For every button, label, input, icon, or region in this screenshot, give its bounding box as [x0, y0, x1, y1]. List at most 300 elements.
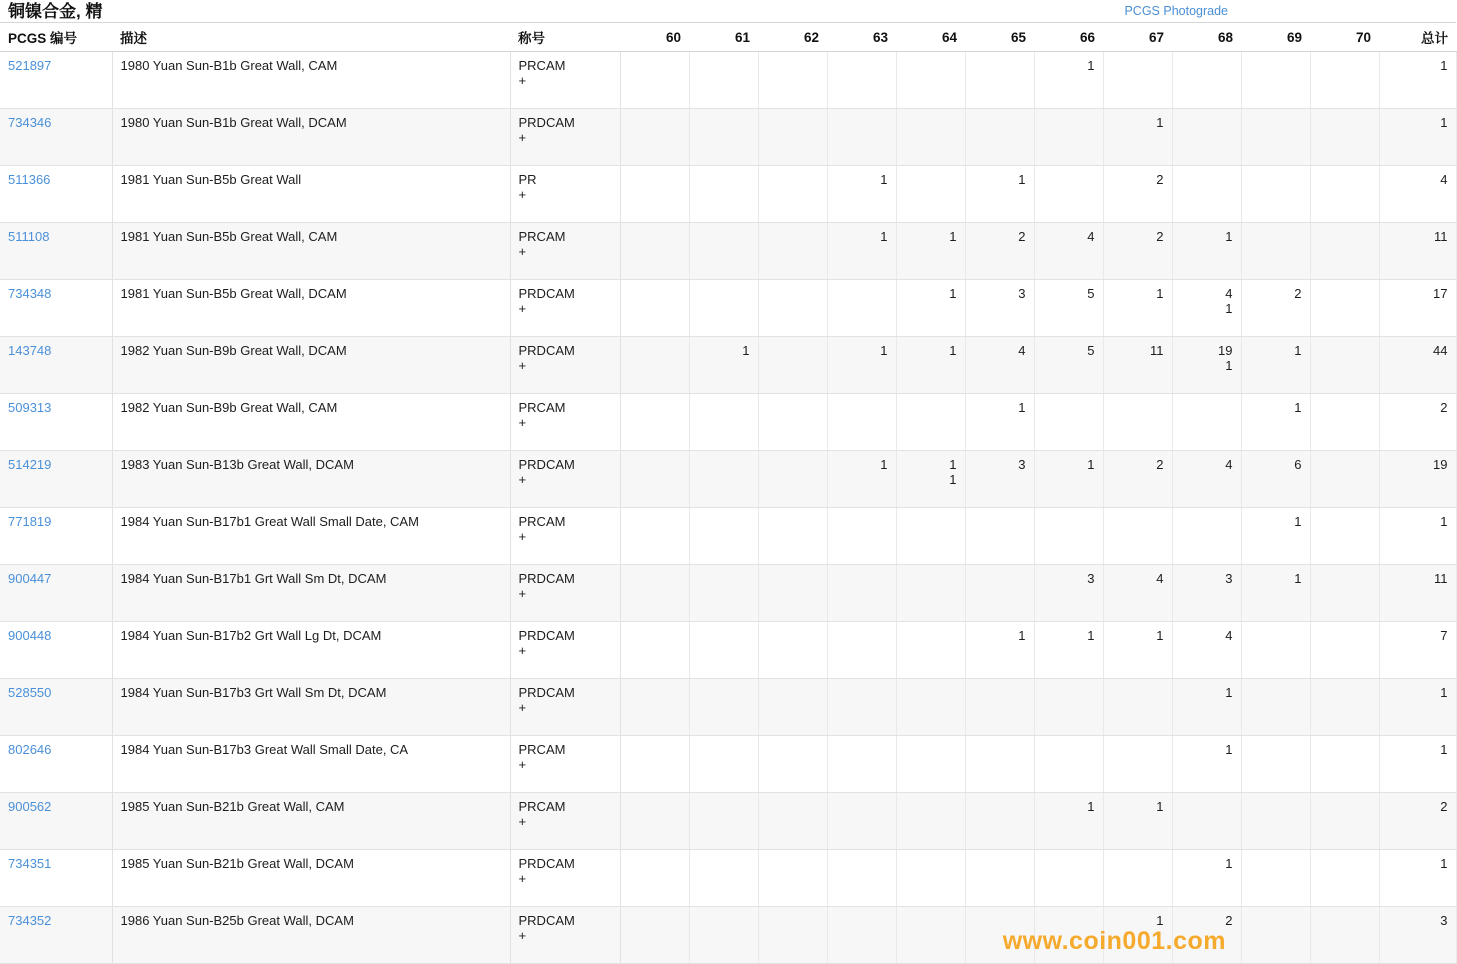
cell-grade-count	[1172, 223, 1241, 280]
cell-grade-count	[1310, 679, 1379, 736]
cell-grade-count	[758, 109, 827, 166]
cell-grade-count	[758, 394, 827, 451]
cell-cert-number	[0, 679, 112, 736]
cell-grade-count	[1241, 451, 1310, 508]
cell-grade-count	[1103, 394, 1172, 451]
cell-cert-number	[0, 736, 112, 793]
cell-cert-number	[0, 109, 112, 166]
cell-grade-count	[1034, 793, 1103, 850]
cell-description: 1980 Yuan Sun-B1b Great Wall, CAM	[112, 52, 510, 109]
cell-grade-count	[1172, 907, 1241, 964]
table-row	[0, 736, 1456, 793]
column-header-grade-64[interactable]: 64	[896, 23, 965, 52]
grade-count-value: 4	[1156, 571, 1164, 586]
cell-grade-count	[620, 166, 689, 223]
cell-grade-count	[965, 451, 1034, 508]
cell-grade-count	[1310, 109, 1379, 166]
cell-grade-count	[620, 52, 689, 109]
cell-grade-count	[689, 223, 758, 280]
grade-count-value: 1	[1294, 514, 1302, 529]
grade-count-value: 19	[1218, 343, 1233, 358]
cell-grade-count	[1310, 52, 1379, 109]
cell-designation	[510, 850, 620, 907]
cell-grade-count	[1172, 679, 1241, 736]
grade-count-value: 1	[1156, 286, 1164, 301]
grade-count-value: 3	[1087, 571, 1095, 586]
cert-number-link[interactable]: 509313	[8, 400, 52, 415]
cell-grade-count	[896, 337, 965, 394]
column-header-cert[interactable]: PCGS 编号	[0, 23, 112, 52]
table-row	[0, 793, 1456, 850]
cell-description: 1982 Yuan Sun-B9b Great Wall, CAM	[112, 394, 510, 451]
cell-grade-count	[1103, 622, 1172, 679]
designation-label: PR	[518, 172, 537, 187]
grade-count-value: 2	[1156, 172, 1164, 187]
grade-count-value: 2	[1294, 286, 1302, 301]
cell-description: 1980 Yuan Sun-B1b Great Wall, DCAM	[112, 109, 510, 166]
column-header-grade-62[interactable]: 62	[758, 23, 827, 52]
cell-grade-count	[896, 223, 965, 280]
table-row	[0, 109, 1456, 166]
cell-designation	[510, 52, 620, 109]
designation-plus-label: +	[518, 814, 527, 829]
cell-grade-count	[758, 622, 827, 679]
cell-grade-count	[620, 736, 689, 793]
cell-grade-count	[689, 736, 758, 793]
cell-grade-count	[620, 793, 689, 850]
cell-grade-count	[896, 394, 965, 451]
cell-grade-count	[896, 565, 965, 622]
designation-plus-label: +	[518, 871, 527, 886]
cert-number-link[interactable]: 511366	[8, 172, 51, 187]
cell-total: 2	[1379, 394, 1456, 451]
column-header-description[interactable]: 描述	[112, 23, 510, 52]
grade-count-value: 2	[1156, 229, 1164, 244]
cell-grade-count	[1310, 508, 1379, 565]
cell-grade-count	[1172, 280, 1241, 337]
table-row	[0, 337, 1456, 394]
cell-grade-count	[896, 166, 965, 223]
grade-plus-count-value: 1	[1225, 358, 1233, 373]
grade-count-value: 1	[1294, 571, 1302, 586]
cell-grade-count	[827, 736, 896, 793]
designation-label: PRDCAM	[518, 457, 575, 472]
designation-plus-label: +	[518, 301, 527, 316]
designation-label: PRCAM	[518, 514, 566, 529]
grade-count-value: 1	[949, 457, 957, 472]
grade-count-value: 5	[1087, 286, 1095, 301]
cell-designation	[510, 394, 620, 451]
grade-count-value: 1	[742, 343, 750, 358]
cell-grade-count	[896, 622, 965, 679]
cell-grade-count	[827, 679, 896, 736]
table-row	[0, 166, 1456, 223]
cell-designation	[510, 736, 620, 793]
cell-grade-count	[827, 907, 896, 964]
cell-grade-count	[1103, 337, 1172, 394]
table-row	[0, 451, 1456, 508]
designation-label: PRDCAM	[518, 856, 575, 871]
cell-total: 11	[1379, 223, 1456, 280]
cell-grade-count	[1241, 52, 1310, 109]
cell-grade-count	[1103, 850, 1172, 907]
column-header-total[interactable]: 总计	[1379, 23, 1456, 52]
cell-grade-count	[896, 736, 965, 793]
cell-grade-count	[1241, 850, 1310, 907]
table-row	[0, 679, 1456, 736]
cell-grade-count	[1241, 565, 1310, 622]
cell-grade-count	[827, 622, 896, 679]
table-body	[0, 52, 1456, 964]
cell-grade-count	[1103, 508, 1172, 565]
cell-cert-number	[0, 223, 112, 280]
cell-cert-number	[0, 52, 112, 109]
grade-count-value: 1	[1018, 172, 1026, 187]
column-header-grade-60[interactable]: 60	[620, 23, 689, 52]
cell-grade-count	[827, 337, 896, 394]
cell-grade-count	[1310, 736, 1379, 793]
pcgs-photograde-link[interactable]: PCGS Photograde	[1124, 4, 1228, 18]
cell-cert-number	[0, 166, 112, 223]
cell-grade-count	[1241, 223, 1310, 280]
designation-plus-label: +	[518, 358, 527, 373]
cell-grade-count	[1172, 736, 1241, 793]
table-row	[0, 223, 1456, 280]
designation-label: PRCAM	[518, 229, 566, 244]
cert-number-link[interactable]: 514219	[8, 457, 52, 472]
cell-grade-count	[1241, 280, 1310, 337]
cell-total: 1	[1379, 109, 1456, 166]
cert-number-link[interactable]: 734351	[8, 856, 52, 871]
cell-grade-count	[758, 907, 827, 964]
cell-grade-count	[1241, 793, 1310, 850]
grade-count-value: 5	[1087, 343, 1095, 358]
page-title: 铜镍合金, 精	[8, 2, 103, 21]
cell-grade-count	[758, 565, 827, 622]
cell-grade-count	[1310, 451, 1379, 508]
cell-grade-count	[620, 337, 689, 394]
cell-grade-count	[827, 793, 896, 850]
cell-grade-count	[1034, 565, 1103, 622]
grade-count-value: 1	[1087, 457, 1095, 472]
cell-grade-count	[827, 451, 896, 508]
cell-grade-count	[1310, 565, 1379, 622]
cell-grade-count	[1034, 52, 1103, 109]
cell-grade-count	[620, 907, 689, 964]
cell-grade-count	[827, 394, 896, 451]
cell-description: 1984 Yuan Sun-B17b1 Great Wall Small Date, CAM	[112, 508, 510, 565]
cell-grade-count	[758, 166, 827, 223]
cell-grade-count	[1103, 166, 1172, 223]
designation-label: PRDCAM	[518, 115, 575, 130]
designation-plus-label: +	[518, 928, 527, 943]
cell-grade-count	[689, 622, 758, 679]
cell-grade-count	[965, 109, 1034, 166]
grade-count-value: 4	[1018, 343, 1026, 358]
cell-description: 1984 Yuan Sun-B17b1 Grt Wall Sm Dt, DCAM	[112, 565, 510, 622]
cell-grade-count	[1034, 736, 1103, 793]
cell-designation	[510, 337, 620, 394]
grade-count-value: 4	[1225, 286, 1233, 301]
table-header-row	[0, 23, 1456, 52]
cell-grade-count	[965, 52, 1034, 109]
cell-grade-count	[1241, 907, 1310, 964]
column-header-grade-69[interactable]: 69	[1241, 23, 1310, 52]
column-header-grade-66[interactable]: 66	[1034, 23, 1103, 52]
grade-count-value: 4	[1225, 628, 1233, 643]
cell-grade-count	[896, 907, 965, 964]
cell-description: 1982 Yuan Sun-B9b Great Wall, DCAM	[112, 337, 510, 394]
cell-grade-count	[1172, 52, 1241, 109]
cell-total: 17	[1379, 280, 1456, 337]
cell-grade-count	[689, 793, 758, 850]
cell-designation	[510, 109, 620, 166]
cell-description: 1986 Yuan Sun-B25b Great Wall, DCAM	[112, 907, 510, 964]
cert-number-link[interactable]: 802646	[8, 742, 52, 757]
designation-label: PRCAM	[518, 58, 566, 73]
grade-count-value: 1	[1225, 685, 1233, 700]
cell-grade-count	[620, 565, 689, 622]
designation-plus-label: +	[518, 643, 527, 658]
cell-description: 1985 Yuan Sun-B21b Great Wall, CAM	[112, 793, 510, 850]
table-row	[0, 850, 1456, 907]
designation-plus-label: +	[518, 586, 527, 601]
cell-grade-count	[1310, 907, 1379, 964]
grade-count-value: 1	[1225, 229, 1233, 244]
cell-grade-count	[1310, 337, 1379, 394]
column-header-designation[interactable]: 称号	[510, 23, 620, 52]
cert-number-link[interactable]: 528550	[8, 685, 52, 700]
grade-count-value: 4	[1087, 229, 1095, 244]
grade-plus-count-value: 1	[1225, 301, 1233, 316]
cell-designation	[510, 793, 620, 850]
cell-grade-count	[1103, 679, 1172, 736]
column-header-grade-68[interactable]: 68	[1172, 23, 1241, 52]
table-row	[0, 622, 1456, 679]
cell-grade-count	[758, 793, 827, 850]
cell-grade-count	[896, 451, 965, 508]
cell-grade-count	[965, 565, 1034, 622]
cert-number-link[interactable]: 900447	[8, 571, 52, 586]
designation-label: PRCAM	[518, 799, 566, 814]
cell-grade-count	[965, 736, 1034, 793]
grade-count-value: 1	[1087, 628, 1095, 643]
cell-grade-count	[1172, 109, 1241, 166]
cell-grade-count	[827, 109, 896, 166]
designation-label: PRCAM	[518, 742, 566, 757]
designation-label: PRCAM	[518, 400, 566, 415]
cell-total: 1	[1379, 736, 1456, 793]
cell-grade-count	[1172, 166, 1241, 223]
cell-grade-count	[827, 565, 896, 622]
cert-number-link[interactable]: 734348	[8, 286, 52, 301]
cell-description: 1981 Yuan Sun-B5b Great Wall	[112, 166, 510, 223]
cell-grade-count	[1034, 508, 1103, 565]
cell-cert-number	[0, 565, 112, 622]
cell-grade-count	[1103, 280, 1172, 337]
cert-number-link[interactable]: 900562	[8, 799, 52, 814]
cell-grade-count	[1034, 109, 1103, 166]
cell-grade-count	[1310, 793, 1379, 850]
grade-count-value: 1	[880, 229, 888, 244]
grade-count-value: 1	[949, 343, 957, 358]
cell-designation	[510, 451, 620, 508]
grade-count-value: 1	[1087, 58, 1095, 73]
cell-grade-count	[1034, 451, 1103, 508]
cell-grade-count	[1103, 109, 1172, 166]
designation-plus-label: +	[518, 700, 527, 715]
grade-count-value: 3	[1225, 571, 1233, 586]
cell-grade-count	[758, 736, 827, 793]
table-row	[0, 52, 1456, 109]
cell-cert-number	[0, 907, 112, 964]
cert-number-link[interactable]: 900448	[8, 628, 52, 643]
designation-plus-label: +	[518, 529, 527, 544]
grade-count-value: 2	[1225, 913, 1233, 928]
grade-count-value: 1	[949, 286, 957, 301]
cell-grade-count	[689, 166, 758, 223]
cell-grade-count	[1172, 337, 1241, 394]
cell-grade-count	[965, 793, 1034, 850]
cell-grade-count	[1103, 52, 1172, 109]
cell-grade-count	[1310, 850, 1379, 907]
cert-number-link[interactable]: 143748	[8, 343, 52, 358]
grade-count-value: 1	[880, 172, 888, 187]
cell-grade-count	[758, 508, 827, 565]
cell-grade-count	[965, 850, 1034, 907]
grade-count-value: 1	[880, 457, 888, 472]
grade-count-value: 1	[1087, 799, 1095, 814]
cell-description: 1981 Yuan Sun-B5b Great Wall, CAM	[112, 223, 510, 280]
cell-grade-count	[689, 565, 758, 622]
grade-count-value: 2	[1018, 229, 1026, 244]
cell-grade-count	[1241, 508, 1310, 565]
cell-grade-count	[689, 451, 758, 508]
cell-grade-count	[1310, 166, 1379, 223]
table-header	[0, 23, 1456, 52]
site-watermark: www.coin001.com	[1002, 927, 1226, 955]
cell-grade-count	[620, 280, 689, 337]
cell-grade-count	[1103, 565, 1172, 622]
cell-grade-count	[1034, 166, 1103, 223]
cell-total: 11	[1379, 565, 1456, 622]
cell-description: 1983 Yuan Sun-B13b Great Wall, DCAM	[112, 451, 510, 508]
cell-grade-count	[1034, 280, 1103, 337]
column-header-grade-65[interactable]: 65	[965, 23, 1034, 52]
cell-grade-count	[827, 850, 896, 907]
cert-number-link[interactable]: 734352	[8, 913, 52, 928]
cell-grade-count	[689, 280, 758, 337]
designation-plus-label: +	[518, 130, 527, 145]
cert-number-link[interactable]: 521897	[8, 58, 52, 73]
cell-grade-count	[758, 280, 827, 337]
grade-count-value: 2	[1156, 457, 1164, 472]
cell-grade-count	[1310, 622, 1379, 679]
column-header-grade-63[interactable]: 63	[827, 23, 896, 52]
cell-grade-count	[758, 451, 827, 508]
cell-grade-count	[689, 850, 758, 907]
designation-plus-label: +	[518, 73, 527, 88]
cell-description: 1984 Yuan Sun-B17b3 Great Wall Small Date, CA	[112, 736, 510, 793]
designation-plus-label: +	[518, 757, 527, 772]
grade-count-value: 3	[1018, 457, 1026, 472]
cell-total: 2	[1379, 793, 1456, 850]
cert-number-link[interactable]: 734346	[8, 115, 52, 130]
cell-designation	[510, 679, 620, 736]
grade-count-value: 1	[1225, 742, 1233, 757]
cell-grade-count	[1034, 223, 1103, 280]
cell-grade-count	[1172, 394, 1241, 451]
cell-grade-count	[1103, 451, 1172, 508]
cell-cert-number	[0, 508, 112, 565]
cell-cert-number	[0, 394, 112, 451]
cell-grade-count	[689, 508, 758, 565]
cell-grade-count	[758, 679, 827, 736]
grade-count-value: 4	[1225, 457, 1233, 472]
cell-grade-count	[620, 109, 689, 166]
cell-grade-count	[620, 679, 689, 736]
grade-count-value: 1	[1018, 628, 1026, 643]
cell-designation	[510, 565, 620, 622]
cell-description: 1985 Yuan Sun-B21b Great Wall, DCAM	[112, 850, 510, 907]
cell-grade-count	[1241, 109, 1310, 166]
cert-number-link[interactable]: 771819	[8, 514, 52, 529]
cell-grade-count	[896, 109, 965, 166]
grade-count-value: 1	[1018, 400, 1026, 415]
cell-total: 1	[1379, 52, 1456, 109]
cell-grade-count	[1310, 223, 1379, 280]
cell-grade-count	[1103, 736, 1172, 793]
cell-grade-count	[1241, 679, 1310, 736]
cell-total: 1	[1379, 508, 1456, 565]
cell-grade-count	[965, 508, 1034, 565]
designation-label: PRDCAM	[518, 913, 575, 928]
cell-grade-count	[896, 850, 965, 907]
column-header-grade-61[interactable]: 61	[689, 23, 758, 52]
cell-grade-count	[689, 337, 758, 394]
grade-count-value: 11	[1150, 343, 1164, 358]
cell-grade-count	[965, 223, 1034, 280]
cell-grade-count	[965, 337, 1034, 394]
column-header-grade-67[interactable]: 67	[1103, 23, 1172, 52]
grade-count-value: 6	[1294, 457, 1302, 472]
grade-count-value: 1	[1294, 400, 1302, 415]
cell-grade-count	[1241, 736, 1310, 793]
cell-grade-count	[827, 166, 896, 223]
cell-grade-count	[896, 508, 965, 565]
cell-grade-count	[965, 280, 1034, 337]
cell-total: 19	[1379, 451, 1456, 508]
cell-grade-count	[689, 394, 758, 451]
cell-grade-count	[965, 166, 1034, 223]
cell-grade-count	[1034, 907, 1103, 964]
cell-grade-count	[689, 109, 758, 166]
cert-number-link[interactable]: 511108	[8, 229, 50, 244]
table-row	[0, 907, 1456, 964]
cell-grade-count	[896, 52, 965, 109]
grade-count-value: 1	[880, 343, 888, 358]
designation-label: PRDCAM	[518, 628, 575, 643]
cell-total: 44	[1379, 337, 1456, 394]
column-header-grade-70[interactable]: 70	[1310, 23, 1379, 52]
cell-grade-count	[689, 679, 758, 736]
cell-cert-number	[0, 793, 112, 850]
cell-grade-count	[1172, 451, 1241, 508]
cell-grade-count	[1241, 622, 1310, 679]
designation-plus-label: +	[518, 415, 527, 430]
cell-grade-count	[620, 451, 689, 508]
cell-grade-count	[1034, 850, 1103, 907]
